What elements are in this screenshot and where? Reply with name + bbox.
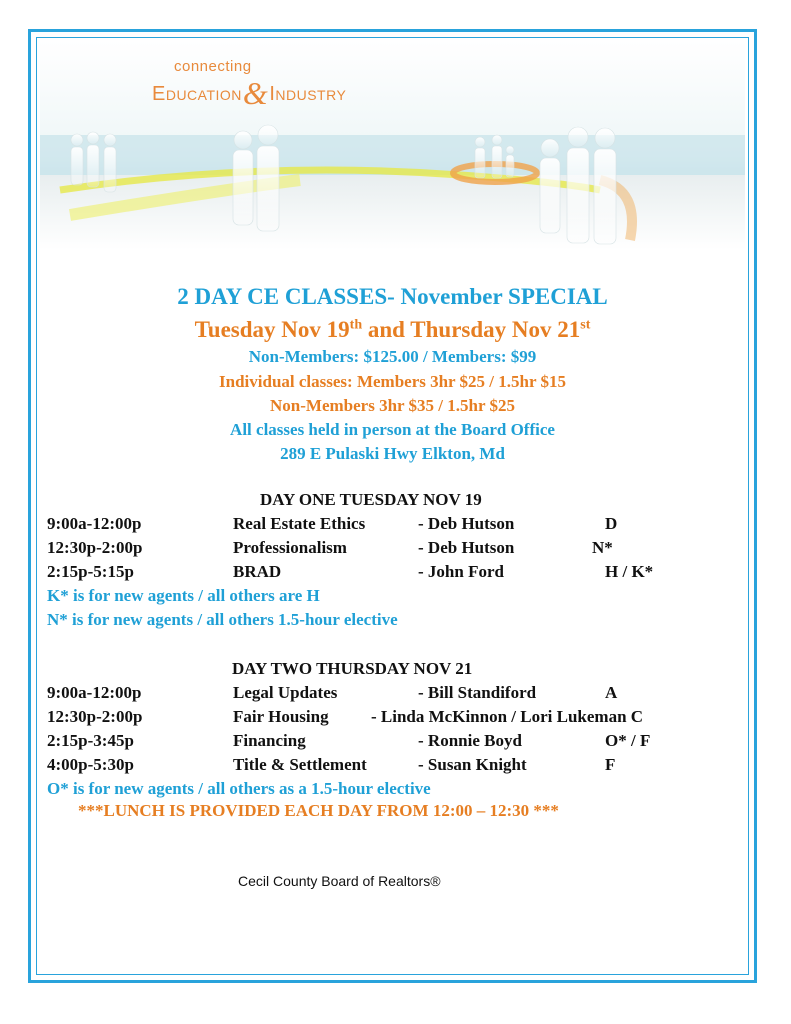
logo-ampersand: & (242, 75, 269, 111)
row-time: 4:00p-5:30p (47, 755, 134, 774)
row-code: N* (592, 538, 613, 557)
logo-word-industry: Industry (269, 83, 347, 105)
day-one-heading: DAY ONE TUESDAY NOV 19 (260, 490, 482, 509)
schedule-row (47, 731, 747, 753)
individual-nonmembers-pricing: Non-Members 3hr $35 / 1.5hr $25 (270, 396, 515, 415)
note-o: O* is for new agents / all others as a 1.5-hour elective (47, 779, 431, 798)
row-code: H / K* (605, 562, 654, 581)
pricing-line: Non-Members: $125.00 / Members: $99 (248, 347, 537, 366)
footer-organization: Cecil County Board of Realtors® (238, 873, 441, 889)
dates-part-2: and Thursday Nov 21 (362, 317, 581, 342)
location-line: All classes held in person at the Board Office (230, 420, 555, 439)
row-instructor: - Ronnie Boyd (418, 731, 522, 750)
row-class: BRAD (233, 562, 282, 581)
row-code: D (605, 514, 618, 533)
schedule-row (47, 562, 747, 584)
dates-sup-2: st (580, 317, 591, 333)
row-time: 9:00a-12:00p (47, 514, 142, 533)
row-class: Financing (233, 731, 306, 750)
row-class: Title & Settlement (233, 755, 367, 774)
row-class: Fair Housing (233, 707, 329, 726)
row-time: 2:15p-5:15p (47, 562, 134, 581)
logo-tagline: connecting (174, 58, 252, 75)
dates-part-1: Tuesday Nov 19 (194, 317, 350, 342)
banner-illustration (40, 40, 745, 250)
lunch-notice: ***LUNCH IS PROVIDED EACH DAY FROM 12:00 – 12:30 *** (78, 801, 559, 820)
row-code: A (605, 683, 618, 702)
schedule-row (47, 538, 747, 560)
row-instructor: - John Ford (418, 562, 504, 581)
row-time: 12:30p-2:00p (47, 707, 143, 726)
class-dates (36, 317, 749, 343)
note-k: K* is for new agents / all others are H (47, 586, 320, 605)
logo-wordmark (152, 75, 346, 112)
banner-graphic (40, 40, 745, 250)
schedule-row (47, 514, 747, 536)
row-class: Real Estate Ethics (233, 514, 366, 533)
row-time: 2:15p-3:45p (47, 731, 134, 750)
row-instructor: - Susan Knight (418, 755, 527, 774)
day-two-heading: DAY TWO THURSDAY NOV 21 (232, 659, 473, 678)
note-n: N* is for new agents / all others 1.5-hour elective (47, 610, 398, 629)
row-instructor: - Deb Hutson (418, 538, 515, 557)
schedule-row (47, 683, 747, 705)
schedule-row (47, 707, 747, 729)
individual-members-pricing: Individual classes: Members 3hr $25 / 1.5hr $15 (219, 372, 566, 391)
dates-sup-1: th (349, 317, 363, 333)
row-instructor: - Deb Hutson (418, 514, 515, 533)
row-instructor: - Linda McKinnon / Lori Lukeman C (371, 707, 644, 726)
row-time: 12:30p-2:00p (47, 538, 143, 557)
row-instructor: - Bill Standiford (418, 683, 537, 702)
row-class: Professionalism (233, 538, 347, 557)
row-time: 9:00a-12:00p (47, 683, 142, 702)
schedule-row (47, 755, 747, 777)
row-code: O* / F (605, 731, 651, 750)
row-class: Legal Updates (233, 683, 338, 702)
address-line: 289 E Pulaski Hwy Elkton, Md (280, 444, 505, 463)
page-title: 2 DAY CE CLASSES- November SPECIAL (177, 284, 608, 309)
row-code: F (605, 755, 616, 774)
logo-word-education: Education (152, 83, 242, 105)
